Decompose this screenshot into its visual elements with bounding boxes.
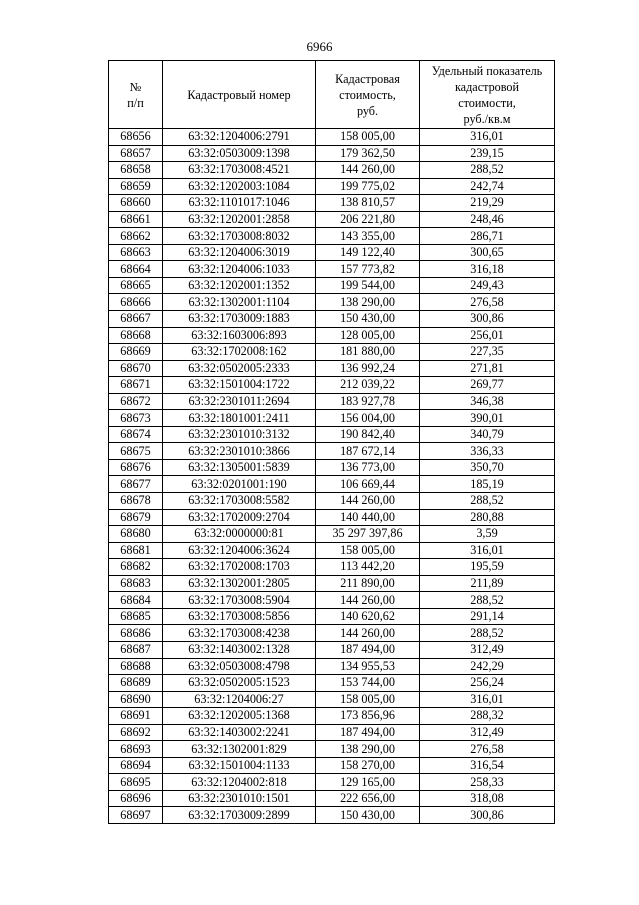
cadastral-value-cell: 183 927,78 bbox=[316, 393, 420, 410]
specific-value-cell: 300,86 bbox=[420, 807, 555, 824]
specific-value-cell: 300,86 bbox=[420, 311, 555, 328]
row-number-cell: 68663 bbox=[109, 244, 163, 261]
cadastral-value-cell: 190 842,40 bbox=[316, 426, 420, 443]
row-number-cell: 68691 bbox=[109, 708, 163, 725]
row-number-cell: 68683 bbox=[109, 575, 163, 592]
header-cadastral-number-text: Кадастровый номер bbox=[187, 87, 291, 102]
table-row bbox=[109, 178, 555, 195]
header-specific-value-line2: кадастровой bbox=[454, 79, 520, 94]
table-row bbox=[109, 807, 555, 824]
specific-value-cell: 318,08 bbox=[420, 790, 555, 807]
specific-value-cell: 316,01 bbox=[420, 542, 555, 559]
row-number-cell: 68696 bbox=[109, 790, 163, 807]
row-number-cell: 68686 bbox=[109, 625, 163, 642]
header-row-number-line1: № bbox=[129, 79, 142, 94]
table-row bbox=[109, 195, 555, 212]
table-row bbox=[109, 526, 555, 543]
row-number-cell: 68673 bbox=[109, 410, 163, 427]
row-number-cell: 68681 bbox=[109, 542, 163, 559]
row-number-cell: 68694 bbox=[109, 757, 163, 774]
row-number-cell: 68668 bbox=[109, 327, 163, 344]
specific-value-cell: 276,58 bbox=[420, 294, 555, 311]
cadastral-value-cell: 150 430,00 bbox=[316, 311, 420, 328]
row-number-cell: 68659 bbox=[109, 178, 163, 195]
specific-value-cell: 291,14 bbox=[420, 608, 555, 625]
cadastral-value-cell: 140 440,00 bbox=[316, 509, 420, 526]
table-row bbox=[109, 145, 555, 162]
table-header-row bbox=[109, 61, 555, 129]
table-row bbox=[109, 443, 555, 460]
specific-value-cell: 258,33 bbox=[420, 774, 555, 791]
row-number-cell: 68664 bbox=[109, 261, 163, 278]
cadastral-value-cell: 144 260,00 bbox=[316, 493, 420, 510]
cadastral-value-cell: 158 005,00 bbox=[316, 542, 420, 559]
row-number-cell: 68684 bbox=[109, 592, 163, 609]
header-row-number-line2: п/п bbox=[127, 95, 144, 110]
row-number-cell: 68695 bbox=[109, 774, 163, 791]
table-row bbox=[109, 228, 555, 245]
table-row bbox=[109, 575, 555, 592]
table-row bbox=[109, 244, 555, 261]
row-number-cell: 68665 bbox=[109, 277, 163, 294]
cadastral-value-cell: 199 775,02 bbox=[316, 178, 420, 195]
table-row bbox=[109, 708, 555, 725]
cadastral-value-cell: 187 494,00 bbox=[316, 724, 420, 741]
row-number-cell: 68658 bbox=[109, 162, 163, 179]
header-specific-value-line3: стоимости, bbox=[458, 95, 516, 110]
specific-value-cell: 239,15 bbox=[420, 145, 555, 162]
row-number-cell: 68671 bbox=[109, 377, 163, 394]
cadastral-number-cell: 63:32:1202005:1368 bbox=[163, 708, 316, 725]
specific-value-cell: 280,88 bbox=[420, 509, 555, 526]
specific-value-cell: 242,74 bbox=[420, 178, 555, 195]
cadastral-number-cell: 63:32:1204006:3019 bbox=[163, 244, 316, 261]
cadastral-number-cell: 63:32:1302001:829 bbox=[163, 741, 316, 758]
cadastral-value-cell: 158 005,00 bbox=[316, 691, 420, 708]
cadastral-value-cell: 136 773,00 bbox=[316, 459, 420, 476]
cadastral-number-cell: 63:32:1302001:2805 bbox=[163, 575, 316, 592]
table-row bbox=[109, 344, 555, 361]
specific-value-cell: 312,49 bbox=[420, 641, 555, 658]
cadastral-value-cell: 212 039,22 bbox=[316, 377, 420, 394]
cadastral-number-cell: 63:32:1403002:1328 bbox=[163, 641, 316, 658]
cadastral-value-cell: 199 544,00 bbox=[316, 277, 420, 294]
specific-value-cell: 249,43 bbox=[420, 277, 555, 294]
cadastral-number-cell: 63:32:1702008:1703 bbox=[163, 559, 316, 576]
cadastral-number-cell: 63:32:1101017:1046 bbox=[163, 195, 316, 212]
cadastral-value-cell: 128 005,00 bbox=[316, 327, 420, 344]
table-row bbox=[109, 592, 555, 609]
cadastral-number-cell: 63:32:1204002:818 bbox=[163, 774, 316, 791]
table-row bbox=[109, 327, 555, 344]
cadastral-value-cell: 129 165,00 bbox=[316, 774, 420, 791]
cadastral-number-cell: 63:32:2301010:3132 bbox=[163, 426, 316, 443]
table-row bbox=[109, 608, 555, 625]
table-row bbox=[109, 129, 555, 146]
row-number-cell: 68697 bbox=[109, 807, 163, 824]
header-cadastral-value-line2: стоимость, bbox=[339, 87, 396, 102]
table-row bbox=[109, 542, 555, 559]
specific-value-cell: 316,01 bbox=[420, 691, 555, 708]
specific-value-cell: 256,24 bbox=[420, 675, 555, 692]
cadastral-number-cell: 63:32:1703008:4521 bbox=[163, 162, 316, 179]
row-number-cell: 68682 bbox=[109, 559, 163, 576]
row-number-cell: 68680 bbox=[109, 526, 163, 543]
cadastral-number-cell: 63:32:1703009:2899 bbox=[163, 807, 316, 824]
cadastral-number-cell: 63:32:1603006:893 bbox=[163, 327, 316, 344]
specific-value-cell: 256,01 bbox=[420, 327, 555, 344]
cadastral-value-cell: 173 856,96 bbox=[316, 708, 420, 725]
cadastral-number-cell: 63:32:1703008:5904 bbox=[163, 592, 316, 609]
header-cadastral-number bbox=[163, 61, 316, 129]
specific-value-cell: 350,70 bbox=[420, 459, 555, 476]
cadastral-number-cell: 63:32:1202003:1084 bbox=[163, 178, 316, 195]
row-number-cell: 68666 bbox=[109, 294, 163, 311]
cadastral-number-cell: 63:32:0502005:2333 bbox=[163, 360, 316, 377]
cadastral-value-cell: 187 494,00 bbox=[316, 641, 420, 658]
table-row bbox=[109, 410, 555, 427]
table-row bbox=[109, 741, 555, 758]
cadastral-value-cell: 222 656,00 bbox=[316, 790, 420, 807]
cadastral-number-cell: 63:32:2301011:2694 bbox=[163, 393, 316, 410]
cadastral-number-cell: 63:32:1501004:1722 bbox=[163, 377, 316, 394]
cadastral-value-cell: 156 004,00 bbox=[316, 410, 420, 427]
cadastral-number-cell: 63:32:1202001:1352 bbox=[163, 277, 316, 294]
table-row bbox=[109, 675, 555, 692]
row-number-cell: 68674 bbox=[109, 426, 163, 443]
cadastral-number-cell: 63:32:1202001:2858 bbox=[163, 211, 316, 228]
row-number-cell: 68667 bbox=[109, 311, 163, 328]
cadastral-value-cell: 211 890,00 bbox=[316, 575, 420, 592]
table-row bbox=[109, 757, 555, 774]
table-row bbox=[109, 476, 555, 493]
table-row bbox=[109, 559, 555, 576]
cadastral-number-cell: 63:32:1703008:4238 bbox=[163, 625, 316, 642]
specific-value-cell: 248,46 bbox=[420, 211, 555, 228]
cadastral-number-cell: 63:32:1703008:8032 bbox=[163, 228, 316, 245]
table-row bbox=[109, 790, 555, 807]
cadastral-number-cell: 63:32:2301010:1501 bbox=[163, 790, 316, 807]
specific-value-cell: 390,01 bbox=[420, 410, 555, 427]
cadastral-number-cell: 63:32:1204006:3624 bbox=[163, 542, 316, 559]
cadastral-value-cell: 140 620,62 bbox=[316, 608, 420, 625]
specific-value-cell: 316,18 bbox=[420, 261, 555, 278]
specific-value-cell: 316,54 bbox=[420, 757, 555, 774]
specific-value-cell: 288,52 bbox=[420, 625, 555, 642]
header-row-number bbox=[109, 61, 163, 129]
table-row bbox=[109, 294, 555, 311]
row-number-cell: 68678 bbox=[109, 493, 163, 510]
specific-value-cell: 271,81 bbox=[420, 360, 555, 377]
specific-value-cell: 340,79 bbox=[420, 426, 555, 443]
specific-value-cell: 3,59 bbox=[420, 526, 555, 543]
cadastral-number-cell: 63:32:0503008:4798 bbox=[163, 658, 316, 675]
table-row bbox=[109, 426, 555, 443]
cadastral-value-cell: 144 260,00 bbox=[316, 592, 420, 609]
table-row bbox=[109, 724, 555, 741]
cadastral-value-cell: 113 442,20 bbox=[316, 559, 420, 576]
cadastral-number-cell: 63:32:1703008:5582 bbox=[163, 493, 316, 510]
cadastral-number-cell: 63:32:1703009:1883 bbox=[163, 311, 316, 328]
cadastral-value-cell: 138 290,00 bbox=[316, 294, 420, 311]
table-row bbox=[109, 459, 555, 476]
header-cadastral-value bbox=[316, 61, 420, 129]
specific-value-cell: 211,89 bbox=[420, 575, 555, 592]
header-specific-value-line1: Удельный показатель bbox=[431, 63, 543, 78]
row-number-cell: 68656 bbox=[109, 129, 163, 146]
specific-value-cell: 336,33 bbox=[420, 443, 555, 460]
table-row bbox=[109, 311, 555, 328]
row-number-cell: 68657 bbox=[109, 145, 163, 162]
specific-value-cell: 276,58 bbox=[420, 741, 555, 758]
table-row bbox=[109, 211, 555, 228]
specific-value-cell: 288,52 bbox=[420, 493, 555, 510]
row-number-cell: 68676 bbox=[109, 459, 163, 476]
cadastral-value-cell: 143 355,00 bbox=[316, 228, 420, 245]
specific-value-cell: 185,19 bbox=[420, 476, 555, 493]
specific-value-cell: 219,29 bbox=[420, 195, 555, 212]
table-row bbox=[109, 261, 555, 278]
row-number-cell: 68692 bbox=[109, 724, 163, 741]
row-number-cell: 68669 bbox=[109, 344, 163, 361]
specific-value-cell: 316,01 bbox=[420, 129, 555, 146]
table-row bbox=[109, 641, 555, 658]
table-row bbox=[109, 277, 555, 294]
table-row bbox=[109, 162, 555, 179]
table-row bbox=[109, 658, 555, 675]
cadastral-number-cell: 63:32:1501004:1133 bbox=[163, 757, 316, 774]
table-row bbox=[109, 360, 555, 377]
table-row bbox=[109, 509, 555, 526]
cadastral-value-table bbox=[108, 60, 555, 824]
row-number-cell: 68672 bbox=[109, 393, 163, 410]
cadastral-number-cell: 63:32:0000000:81 bbox=[163, 526, 316, 543]
cadastral-value-cell: 138 810,57 bbox=[316, 195, 420, 212]
header-cadastral-value-line3: руб. bbox=[356, 103, 379, 118]
row-number-cell: 68687 bbox=[109, 641, 163, 658]
specific-value-cell: 288,52 bbox=[420, 592, 555, 609]
cadastral-value-cell: 136 992,24 bbox=[316, 360, 420, 377]
row-number-cell: 68670 bbox=[109, 360, 163, 377]
specific-value-cell: 346,38 bbox=[420, 393, 555, 410]
cadastral-value-cell: 149 122,40 bbox=[316, 244, 420, 261]
specific-value-cell: 286,71 bbox=[420, 228, 555, 245]
row-number-cell: 68675 bbox=[109, 443, 163, 460]
cadastral-number-cell: 63:32:1204006:1033 bbox=[163, 261, 316, 278]
row-number-cell: 68677 bbox=[109, 476, 163, 493]
specific-value-cell: 227,35 bbox=[420, 344, 555, 361]
cadastral-value-cell: 106 669,44 bbox=[316, 476, 420, 493]
cadastral-number-cell: 63:32:1403002:2241 bbox=[163, 724, 316, 741]
specific-value-cell: 300,65 bbox=[420, 244, 555, 261]
row-number-cell: 68679 bbox=[109, 509, 163, 526]
specific-value-cell: 269,77 bbox=[420, 377, 555, 394]
cadastral-number-cell: 63:32:1305001:5839 bbox=[163, 459, 316, 476]
cadastral-number-cell: 63:32:1801001:2411 bbox=[163, 410, 316, 427]
specific-value-cell: 195,59 bbox=[420, 559, 555, 576]
table-row bbox=[109, 625, 555, 642]
header-cadastral-value-line1: Кадастровая bbox=[335, 71, 400, 86]
cadastral-value-cell: 153 744,00 bbox=[316, 675, 420, 692]
cadastral-value-cell: 35 297 397,86 bbox=[316, 526, 420, 543]
cadastral-value-cell: 181 880,00 bbox=[316, 344, 420, 361]
cadastral-value-cell: 144 260,00 bbox=[316, 162, 420, 179]
cadastral-value-cell: 206 221,80 bbox=[316, 211, 420, 228]
row-number-cell: 68690 bbox=[109, 691, 163, 708]
cadastral-number-cell: 63:32:1702008:162 bbox=[163, 344, 316, 361]
cadastral-number-cell: 63:32:0502005:1523 bbox=[163, 675, 316, 692]
cadastral-value-cell: 158 270,00 bbox=[316, 757, 420, 774]
table-row bbox=[109, 493, 555, 510]
cadastral-value-cell: 144 260,00 bbox=[316, 625, 420, 642]
cadastral-number-cell: 63:32:0503009:1398 bbox=[163, 145, 316, 162]
cadastral-value-cell: 134 955,53 bbox=[316, 658, 420, 675]
table-row bbox=[109, 393, 555, 410]
cadastral-value-cell: 150 430,00 bbox=[316, 807, 420, 824]
cadastral-number-cell: 63:32:2301010:3866 bbox=[163, 443, 316, 460]
cadastral-value-cell: 179 362,50 bbox=[316, 145, 420, 162]
page-number: 6966 bbox=[306, 39, 333, 54]
cadastral-number-cell: 63:32:1302001:1104 bbox=[163, 294, 316, 311]
specific-value-cell: 312,49 bbox=[420, 724, 555, 741]
table-row bbox=[109, 377, 555, 394]
header-specific-value bbox=[420, 61, 555, 129]
cadastral-value-cell: 158 005,00 bbox=[316, 129, 420, 146]
row-number-cell: 68685 bbox=[109, 608, 163, 625]
table-row bbox=[109, 774, 555, 791]
cadastral-number-cell: 63:32:1702009:2704 bbox=[163, 509, 316, 526]
specific-value-cell: 288,52 bbox=[420, 162, 555, 179]
cadastral-value-cell: 138 290,00 bbox=[316, 741, 420, 758]
cadastral-number-cell: 63:32:1703008:5856 bbox=[163, 608, 316, 625]
cadastral-number-cell: 63:32:0201001:190 bbox=[163, 476, 316, 493]
row-number-cell: 68689 bbox=[109, 675, 163, 692]
cadastral-number-cell: 63:32:1204006:2791 bbox=[163, 129, 316, 146]
cadastral-value-cell: 187 672,14 bbox=[316, 443, 420, 460]
row-number-cell: 68661 bbox=[109, 211, 163, 228]
table-body bbox=[109, 129, 555, 824]
cadastral-number-cell: 63:32:1204006:27 bbox=[163, 691, 316, 708]
row-number-cell: 68688 bbox=[109, 658, 163, 675]
row-number-cell: 68662 bbox=[109, 228, 163, 245]
cadastral-value-cell: 157 773,82 bbox=[316, 261, 420, 278]
table-row bbox=[109, 691, 555, 708]
row-number-cell: 68660 bbox=[109, 195, 163, 212]
row-number-cell: 68693 bbox=[109, 741, 163, 758]
specific-value-cell: 242,29 bbox=[420, 658, 555, 675]
header-specific-value-line4: руб./кв.м bbox=[463, 111, 511, 126]
specific-value-cell: 288,32 bbox=[420, 708, 555, 725]
